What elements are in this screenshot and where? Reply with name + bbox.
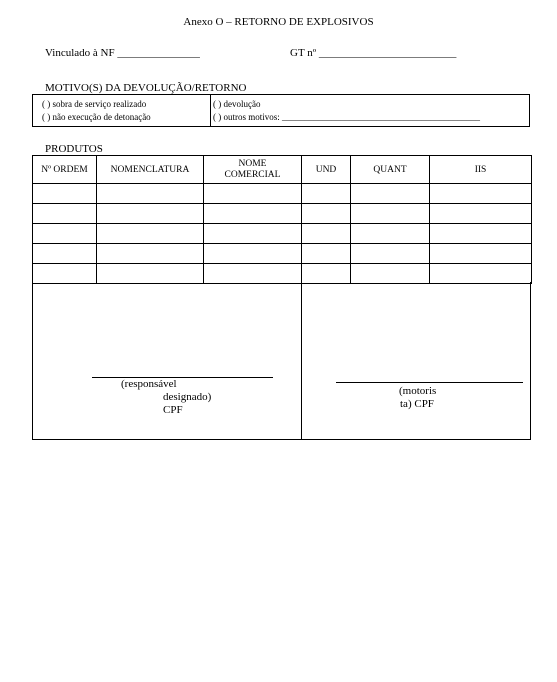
produtos-section-title: PRODUTOS xyxy=(45,143,103,155)
table-cell[interactable] xyxy=(430,184,532,204)
col-header-ordem: Nº ORDEM xyxy=(33,156,97,184)
table-header-row xyxy=(33,156,532,184)
table-cell[interactable] xyxy=(351,204,430,224)
signature-box xyxy=(32,282,531,440)
table-cell[interactable] xyxy=(351,244,430,264)
table-row xyxy=(33,244,532,264)
col-header-nomenclatura: NOMENCLATURA xyxy=(97,156,204,184)
table-cell[interactable] xyxy=(302,184,351,204)
col-header-iis: IIS xyxy=(430,156,532,184)
table-cell[interactable] xyxy=(302,224,351,244)
table-cell[interactable] xyxy=(430,244,532,264)
table-row xyxy=(33,264,532,284)
table-cell[interactable] xyxy=(97,184,204,204)
motivos-divider xyxy=(210,95,211,126)
table-cell[interactable] xyxy=(351,184,430,204)
signature-line-motorista xyxy=(336,382,523,383)
table-cell[interactable] xyxy=(33,264,97,284)
table-row xyxy=(33,184,532,204)
signature-divider xyxy=(301,282,302,439)
signature-label-designado: designado) xyxy=(163,391,212,403)
table-cell[interactable] xyxy=(33,184,97,204)
table-cell[interactable] xyxy=(97,264,204,284)
table-cell[interactable] xyxy=(33,224,97,244)
table-cell[interactable] xyxy=(302,264,351,284)
table-cell[interactable] xyxy=(430,204,532,224)
nf-field-label: Vinculado à NF _______________ xyxy=(45,47,200,59)
motivos-section-title: MOTIVO(S) DA DEVOLUÇÃO/RETORNO xyxy=(45,82,247,94)
table-cell[interactable] xyxy=(302,204,351,224)
table-cell[interactable] xyxy=(430,224,532,244)
col-header-nome-comercial: NOME COMERCIAL xyxy=(204,156,302,184)
table-cell[interactable] xyxy=(430,264,532,284)
col-header-quant: QUANT xyxy=(351,156,430,184)
table-cell[interactable] xyxy=(351,264,430,284)
table-cell[interactable] xyxy=(97,204,204,224)
table-cell[interactable] xyxy=(204,244,302,264)
signature-label-responsavel: (responsável xyxy=(121,378,177,390)
table-row xyxy=(33,204,532,224)
table-cell[interactable] xyxy=(33,204,97,224)
table-cell[interactable] xyxy=(204,204,302,224)
signature-label-cpf-motorista: ta) CPF xyxy=(400,398,434,410)
table-cell[interactable] xyxy=(351,224,430,244)
gt-field-label: GT nº _________________________ xyxy=(290,47,457,59)
col-header-und: UND xyxy=(302,156,351,184)
table-cell[interactable] xyxy=(204,184,302,204)
table-row xyxy=(33,224,532,244)
produtos-table xyxy=(32,155,532,284)
signature-line-responsavel xyxy=(92,377,273,378)
table-cell[interactable] xyxy=(302,244,351,264)
option-nao-execucao: ( ) não execução de detonação xyxy=(42,112,151,122)
table-cell[interactable] xyxy=(97,244,204,264)
option-outros-motivos: ( ) outros motivos: ____________________________________________ xyxy=(213,112,480,122)
signature-label-motorista: (motoris xyxy=(399,385,437,397)
page-title: Anexo O – RETORNO DE EXPLOSIVOS xyxy=(183,16,374,28)
table-cell[interactable] xyxy=(33,244,97,264)
table-cell[interactable] xyxy=(204,224,302,244)
option-sobra-servico: ( ) sobra de serviço realizado xyxy=(42,99,147,109)
motivos-box xyxy=(32,94,530,127)
table-cell[interactable] xyxy=(97,224,204,244)
option-devolucao: ( ) devolução xyxy=(213,99,261,109)
signature-label-cpf-responsavel: CPF xyxy=(163,404,183,416)
table-cell[interactable] xyxy=(204,264,302,284)
